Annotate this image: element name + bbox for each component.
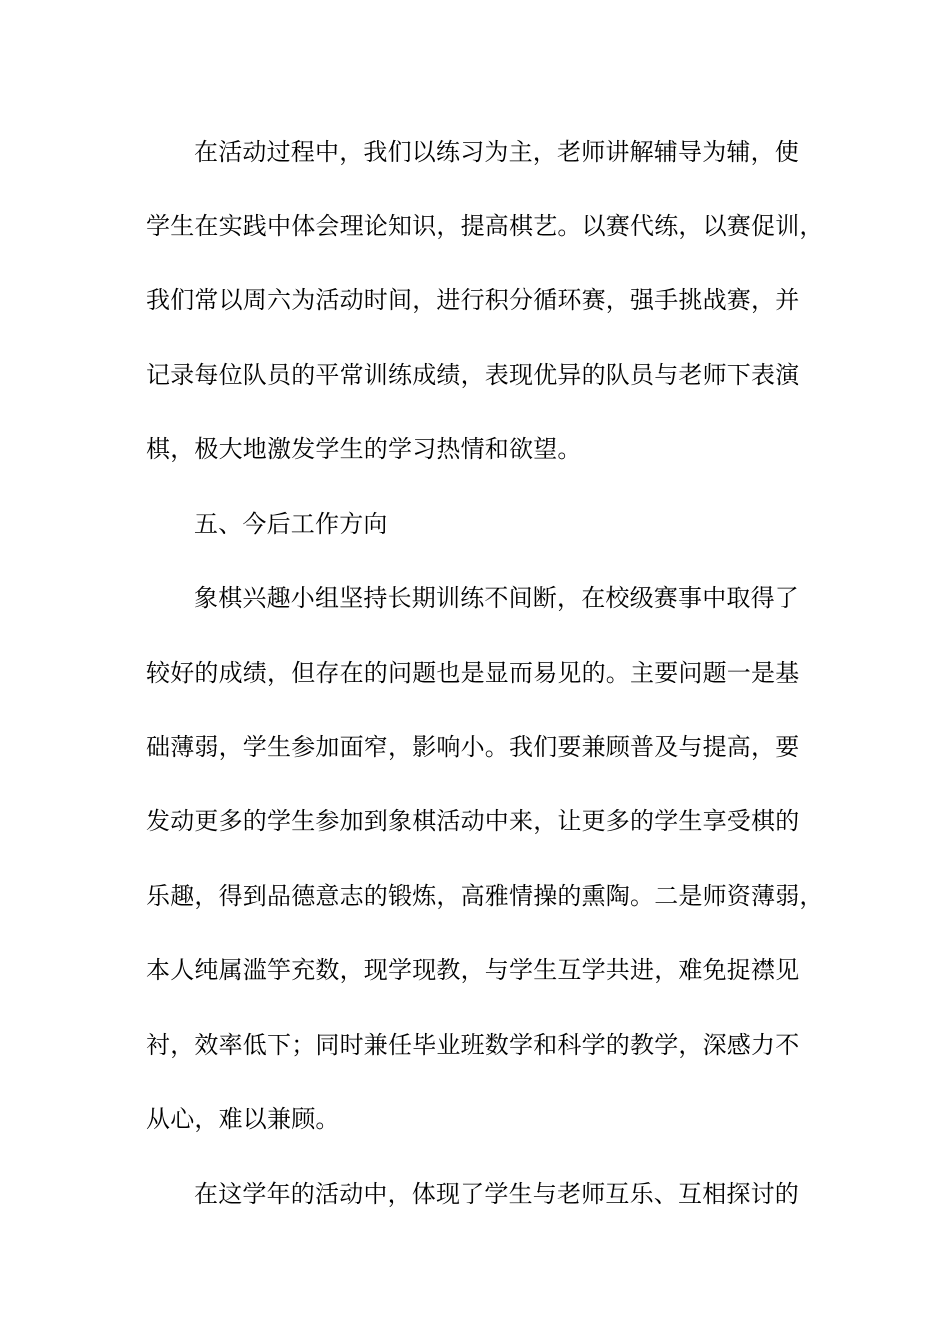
section-heading: 五、今后工作方向 xyxy=(194,510,388,538)
paragraph-line: 乐趣，得到品德意志的锻炼，高雅情操的熏陶。二是师资薄弱， xyxy=(146,882,824,910)
paragraph-line: 础薄弱，学生参加面窄，影响小。我们要兼顾普及与提高，要 xyxy=(146,733,800,761)
paragraph-line: 棋，极大地激发学生的学习热情和欲望。 xyxy=(146,435,582,463)
paragraph-line: 较好的成绩，但存在的问题也是显而易见的。主要问题一是基 xyxy=(146,659,800,687)
paragraph-line: 象棋兴趣小组坚持长期训练不间断，在校级赛事中取得了 xyxy=(194,584,799,612)
paragraph-line: 在这学年的活动中，体现了学生与老师互乐、互相探讨的 xyxy=(194,1180,799,1208)
paragraph-line: 衬，效率低下；同时兼任毕业班数学和科学的教学，深感力不 xyxy=(146,1031,800,1059)
paragraph-line: 发动更多的学生参加到象棋活动中来，让更多的学生享受棋的 xyxy=(146,807,800,835)
paragraph-line: 学生在实践中体会理论知识，提高棋艺。以赛代练，以赛促训， xyxy=(146,212,824,240)
paragraph-line: 我们常以周六为活动时间，进行积分循环赛，强手挑战赛，并 xyxy=(146,286,800,314)
paragraph-line: 记录每位队员的平常训练成绩，表现优异的队员与老师下表演 xyxy=(146,361,800,389)
paragraph-line: 在活动过程中，我们以练习为主，老师讲解辅导为辅，使 xyxy=(194,138,799,166)
paragraph-line: 从心，难以兼顾。 xyxy=(146,1105,340,1133)
paragraph-line: 本人纯属滥竽充数，现学现教，与学生互学共进，难免捉襟见 xyxy=(146,956,800,984)
